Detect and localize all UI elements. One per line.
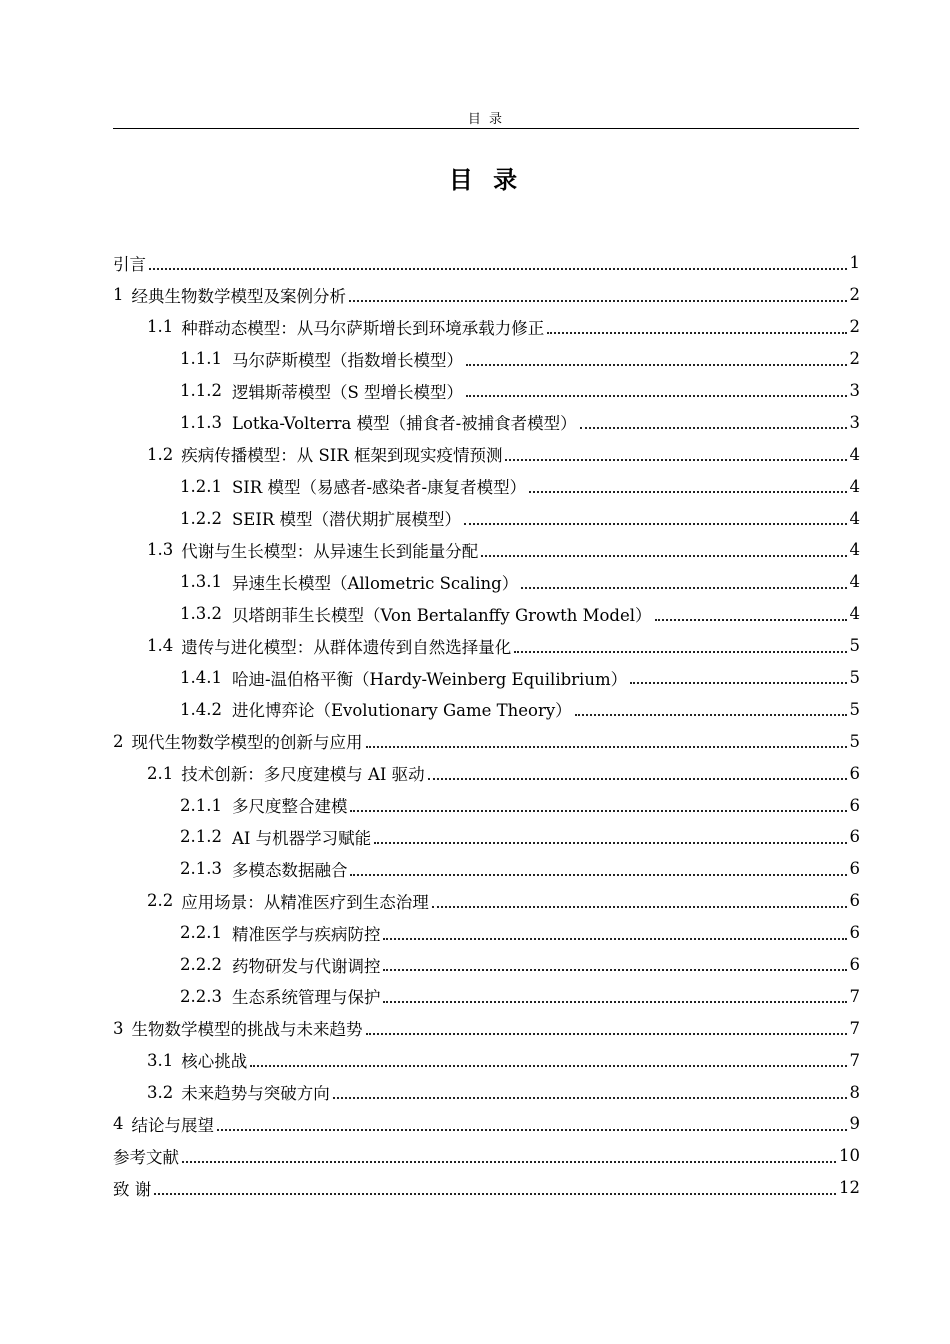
toc-dot-leader [366, 1033, 847, 1035]
toc-entry-title: 结论与展望 [131, 1115, 214, 1135]
toc-entry-title: 贝塔朗菲生长模型（Von Bertalanffy Growth Model） [231, 605, 652, 625]
toc-dot-leader [349, 300, 847, 302]
toc-entry-page: 1 [849, 253, 860, 273]
toc-entry[interactable] [113, 375, 860, 407]
toc-entry-number: 1.1.3 [180, 412, 222, 432]
toc-entry-number: 1.2.1 [180, 476, 222, 496]
toc-entry-title: 现代生物数学模型的创新与应用 [131, 733, 363, 753]
toc-entry-title: 遗传与进化模型：从群体遗传到自然选择量化 [181, 637, 512, 657]
toc-dot-leader [575, 714, 847, 716]
toc-entry[interactable] [113, 1076, 860, 1108]
toc-dot-leader [154, 1193, 836, 1195]
toc-entry[interactable] [113, 1108, 860, 1140]
toc-entry-number: 1 [113, 285, 124, 305]
toc-entry[interactable] [113, 1172, 860, 1204]
toc-entry-page: 3 [849, 412, 860, 432]
toc-entry-title: 致 谢 [113, 1179, 152, 1199]
toc-entry[interactable] [113, 438, 860, 470]
toc-entry-title: 未来趋势与突破方向 [181, 1084, 330, 1104]
toc-entry-page: 2 [849, 349, 860, 369]
toc-entry[interactable] [113, 949, 860, 981]
toc-dot-leader [505, 459, 846, 461]
toc-entry-title: 参考文献 [113, 1147, 179, 1167]
toc-entry-title: 多尺度整合建模 [231, 797, 348, 817]
toc-entry[interactable] [113, 502, 860, 534]
toc-entry[interactable] [113, 885, 860, 917]
toc-entry-page: 4 [849, 604, 860, 624]
toc-dot-leader [630, 682, 846, 684]
header-rule [113, 128, 859, 129]
toc-entry[interactable] [113, 693, 860, 725]
toc-entry-page: 6 [849, 795, 860, 815]
toc-dot-leader [514, 651, 846, 653]
toc-dot-leader [466, 395, 846, 397]
toc-dot-leader [529, 491, 846, 493]
toc-entry-number: 3 [113, 1018, 124, 1038]
toc-entry-title: 疾病传播模型：从 SIR 框架到现实疫情预测 [181, 446, 503, 466]
running-header: 目 录 [467, 112, 505, 127]
toc-entry-page: 9 [849, 1114, 860, 1134]
toc-entry-page: 4 [849, 540, 860, 560]
toc-entry[interactable] [113, 247, 860, 279]
toc-entry-number: 1.3 [147, 540, 174, 560]
toc-entry-title: 异速生长模型（Allometric Scaling） [231, 573, 519, 593]
toc-dot-leader [655, 619, 847, 621]
toc-entry-title: 马尔萨斯模型（指数增长模型） [231, 350, 463, 370]
toc-entry-page: 5 [849, 668, 860, 688]
toc-entry-page: 4 [849, 572, 860, 592]
toc-entry-number: 1.3.2 [180, 604, 222, 624]
toc-entry-page: 10 [839, 1146, 860, 1166]
toc-entry-page: 7 [849, 1018, 860, 1038]
toc-dot-leader [580, 427, 847, 429]
toc-entry-page: 5 [849, 699, 860, 719]
toc-entry[interactable] [113, 279, 860, 311]
toc-entry[interactable] [113, 1044, 860, 1076]
toc-entry[interactable] [113, 1012, 860, 1044]
toc-entry-number: 3.1 [147, 1050, 174, 1070]
toc-dot-leader [383, 938, 846, 940]
toc-entry-number: 2.1 [147, 763, 174, 783]
toc-entry[interactable] [113, 343, 860, 375]
toc-entry-number: 2.2.3 [180, 986, 222, 1006]
toc-entry-number: 1.2.2 [180, 508, 222, 528]
toc-entry[interactable] [113, 534, 860, 566]
toc-entry-page: 6 [849, 859, 860, 879]
toc-entry-number: 2.2.1 [180, 923, 222, 943]
toc-entry-page: 6 [849, 891, 860, 911]
toc-entry[interactable] [113, 917, 860, 949]
toc-entry-page: 4 [849, 508, 860, 528]
toc-dot-leader [182, 1161, 836, 1163]
toc-entry-number: 1.2 [147, 444, 174, 464]
toc-entry-number: 2 [113, 731, 124, 751]
toc-dot-leader [481, 555, 846, 557]
toc-entry-page: 2 [849, 317, 860, 337]
toc-entry[interactable] [113, 789, 860, 821]
table-of-contents [113, 247, 860, 1204]
toc-dot-leader [466, 364, 847, 366]
toc-entry-number: 2.2 [147, 891, 174, 911]
toc-entry-page: 6 [849, 955, 860, 975]
toc-entry-number: 2.2.2 [180, 955, 222, 975]
toc-entry-number: 1.3.1 [180, 572, 222, 592]
toc-entry-number: 2.1.3 [180, 859, 222, 879]
toc-dot-leader [217, 1129, 847, 1131]
toc-entry[interactable] [113, 311, 860, 343]
toc-entry-number: 4 [113, 1114, 124, 1134]
toc-dot-leader [374, 842, 846, 844]
toc-entry-page: 5 [849, 636, 860, 656]
toc-entry-title: 进化博弈论（Evolutionary Game Theory） [231, 701, 572, 721]
toc-entry[interactable] [113, 853, 860, 885]
toc-entry-page: 6 [849, 923, 860, 943]
toc-entry-number: 2.1.2 [180, 827, 222, 847]
toc-entry-title: 生物数学模型的挑战与未来趋势 [131, 1020, 363, 1040]
toc-entry-title: 精准医学与疾病防控 [231, 924, 381, 944]
toc-entry-page: 12 [839, 1178, 860, 1198]
toc-entry-page: 8 [849, 1082, 860, 1102]
toc-entry-title: Lotka-Volterra 模型（捕食者-被捕食者模型） [231, 414, 577, 434]
toc-entry-number: 2.1.1 [180, 795, 222, 815]
toc-entry[interactable] [113, 725, 860, 757]
toc-entry[interactable] [113, 662, 860, 694]
toc-entry-page: 3 [849, 381, 860, 400]
toc-dot-leader [428, 778, 847, 780]
page-title: 目 录 [448, 166, 524, 194]
toc-entry-title: 逻辑斯蒂模型（S 型增长模型） [231, 382, 464, 402]
toc-entry-number: 1.4 [147, 636, 174, 656]
toc-entry-title: 经典生物数学模型及案例分析 [131, 286, 346, 306]
toc-entry-number: 1.1 [147, 317, 174, 337]
toc-entry[interactable] [113, 470, 860, 502]
toc-dot-leader [350, 810, 846, 812]
toc-entry-title: 技术创新：多尺度建模与 AI 驱动 [181, 765, 425, 785]
toc-dot-leader [547, 332, 846, 334]
toc-entry-title: 应用场景：从精准医疗到生态治理 [181, 892, 429, 912]
toc-entry-title: 哈迪-温伯格平衡（Hardy-Weinberg Equilibrium） [231, 669, 628, 689]
toc-entry[interactable] [113, 566, 860, 598]
toc-entry-title: AI 与机器学习赋能 [231, 828, 372, 848]
toc-entry-number: 1.1.2 [180, 381, 222, 400]
toc-entry[interactable] [113, 598, 860, 630]
toc-dot-leader [383, 1001, 846, 1003]
toc-entry-title: 种群动态模型：从马尔萨斯增长到环境承载力修正 [181, 318, 545, 338]
toc-dot-leader [350, 874, 846, 876]
toc-entry[interactable] [113, 1140, 860, 1172]
toc-entry-page: 2 [849, 285, 860, 305]
toc-entry-number: 3.2 [147, 1082, 174, 1102]
toc-entry-page: 7 [849, 986, 860, 1006]
toc-entry-page: 7 [849, 1050, 860, 1070]
toc-entry-page: 5 [849, 731, 860, 751]
toc-dot-leader [383, 969, 846, 971]
toc-dot-leader [250, 1065, 846, 1067]
toc-entry-page: 4 [849, 476, 860, 496]
toc-entry[interactable] [113, 630, 860, 662]
toc-entry-number: 1.1.1 [180, 349, 222, 369]
toc-entry-title: 代谢与生长模型：从异速生长到能量分配 [181, 541, 479, 561]
toc-dot-leader [333, 1097, 847, 1099]
toc-entry-title: SEIR 模型（潜伏期扩展模型） [231, 510, 462, 530]
toc-dot-leader [149, 268, 847, 270]
toc-entry[interactable] [113, 757, 860, 789]
toc-entry-number: 1.4.2 [180, 699, 222, 719]
toc-entry-page: 6 [849, 763, 860, 783]
toc-entry-page: 6 [849, 827, 860, 847]
toc-entry[interactable] [113, 980, 860, 1012]
toc-entry-title: 引言 [113, 254, 146, 274]
toc-entry-title: 生态系统管理与保护 [231, 988, 381, 1008]
toc-entry-title: SIR 模型（易感者-感染者-康复者模型） [231, 478, 527, 498]
toc-entry-number: 1.4.1 [180, 668, 222, 688]
toc-dot-leader [521, 587, 846, 589]
toc-dot-leader [432, 906, 847, 908]
toc-entry-title: 药物研发与代谢调控 [231, 956, 381, 976]
toc-entry[interactable] [113, 821, 860, 853]
toc-dot-leader [464, 523, 846, 525]
toc-entry[interactable] [113, 406, 860, 438]
toc-entry-title: 多模态数据融合 [231, 860, 348, 880]
toc-entry-page: 4 [849, 444, 860, 464]
toc-entry-title: 核心挑战 [181, 1052, 248, 1072]
toc-dot-leader [366, 746, 847, 748]
